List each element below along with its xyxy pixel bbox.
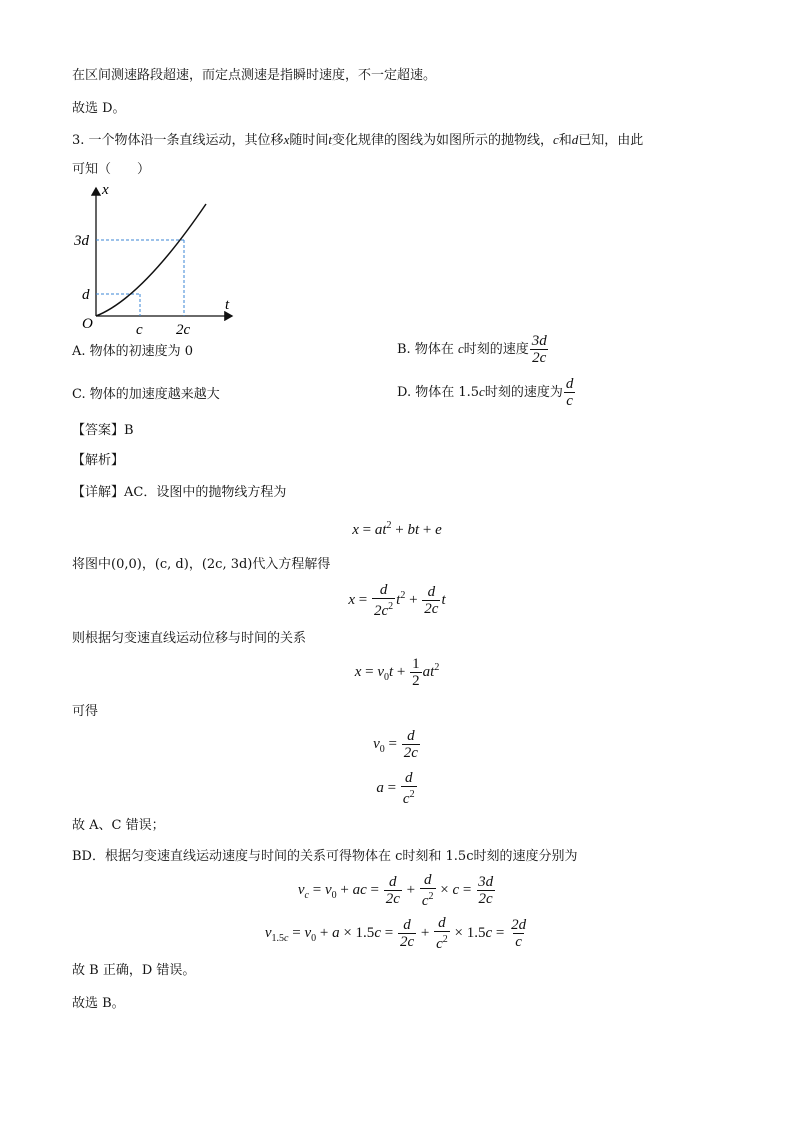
answer-label: 【答案】 [72,423,125,438]
x-axis-label: t [225,297,230,313]
equation-parabola: $x = at^2$ + bt + e [352,520,442,538]
get-line: 可得 [72,704,99,719]
analysis-label: 【解析】 [72,453,125,468]
answer-value: B [124,423,134,438]
intro-line-1: 在区间测速路段超速，而定点测速是指瞬时速度，不一定超速。 [72,68,437,83]
equation-v15c: $v_{1.5c} = v_0 + a \times 1.5c$ = $\frac{d}{2c}$ + $\frac{d}{c^2}$ × 1.5c = $\frac{2d}{c}$ [264,915,527,952]
question-number: 3. [72,133,85,148]
question-line-2: 可知（ ） [72,162,151,177]
equation-vc: $v_c = v_0$ + ac = $\frac{d}{2c}$ + $\frac{d}{c^2}$ × c = $\frac{3d}{2c}$ [297,872,494,909]
tick-d: d [82,287,90,303]
option-c: C. 物体的加速度越来越大 [72,387,220,402]
question-line-1: 3. 一个物体沿一条直线运动，其位移x随时间t变化规律的图线为如图所示的抛物线，c和d已知，由此 [72,132,644,148]
parabola-graph [72,178,242,338]
ac-wrong-line: 故 A、C 错误； [72,818,165,833]
y-axis-label: x [102,182,109,198]
tick-2c: 2c [176,322,191,338]
final-line: 故选 B。 [72,996,125,1011]
answer [72,422,134,440]
equation-v0: $v_0$ = $\frac{d}{2c}$ [373,728,418,761]
detail-line: 【详解】AC．设图中的抛物线方程为 [72,485,287,500]
option-b: B. 物体在 c时刻的速度 $\frac{3d}{2c}$ [397,333,547,366]
equation-a: a = $\frac{d}{c^2}$ [376,770,415,807]
origin-label: O [82,316,93,332]
option-d: D. 物体在 1.5c时刻的速度为 $\frac{d}{c}$ [397,376,574,409]
equation-solved: x = $\frac{d}{2c^2}$ $t^2$ + $\frac{d}{2c}$ t [348,582,446,619]
b-right-line: 故 B 正确，D 错误。 [72,963,196,978]
intro-line-2: 故选 D。 [72,101,126,116]
tick-c: c [136,322,143,338]
equation-kinematics: $x = v_0t$ + $\frac{1}{2}$ $at^2$ [354,656,440,689]
parabola-curve [96,204,206,316]
bd-line: BD．根据匀变速直线运动速度与时间的关系可得物体在 c时刻和 1.5c时刻的速度分别为 [72,849,578,864]
option-a: A. 物体的初速度为 0 [72,344,194,359]
tick-3d: 3d [74,233,89,249]
substitute-line: 将图中(0,0)，(c, d)，(2c, 3d)代入方程解得 [72,557,331,572]
relation-line: 则根据匀变速直线运动位移与时间的关系 [72,631,307,646]
